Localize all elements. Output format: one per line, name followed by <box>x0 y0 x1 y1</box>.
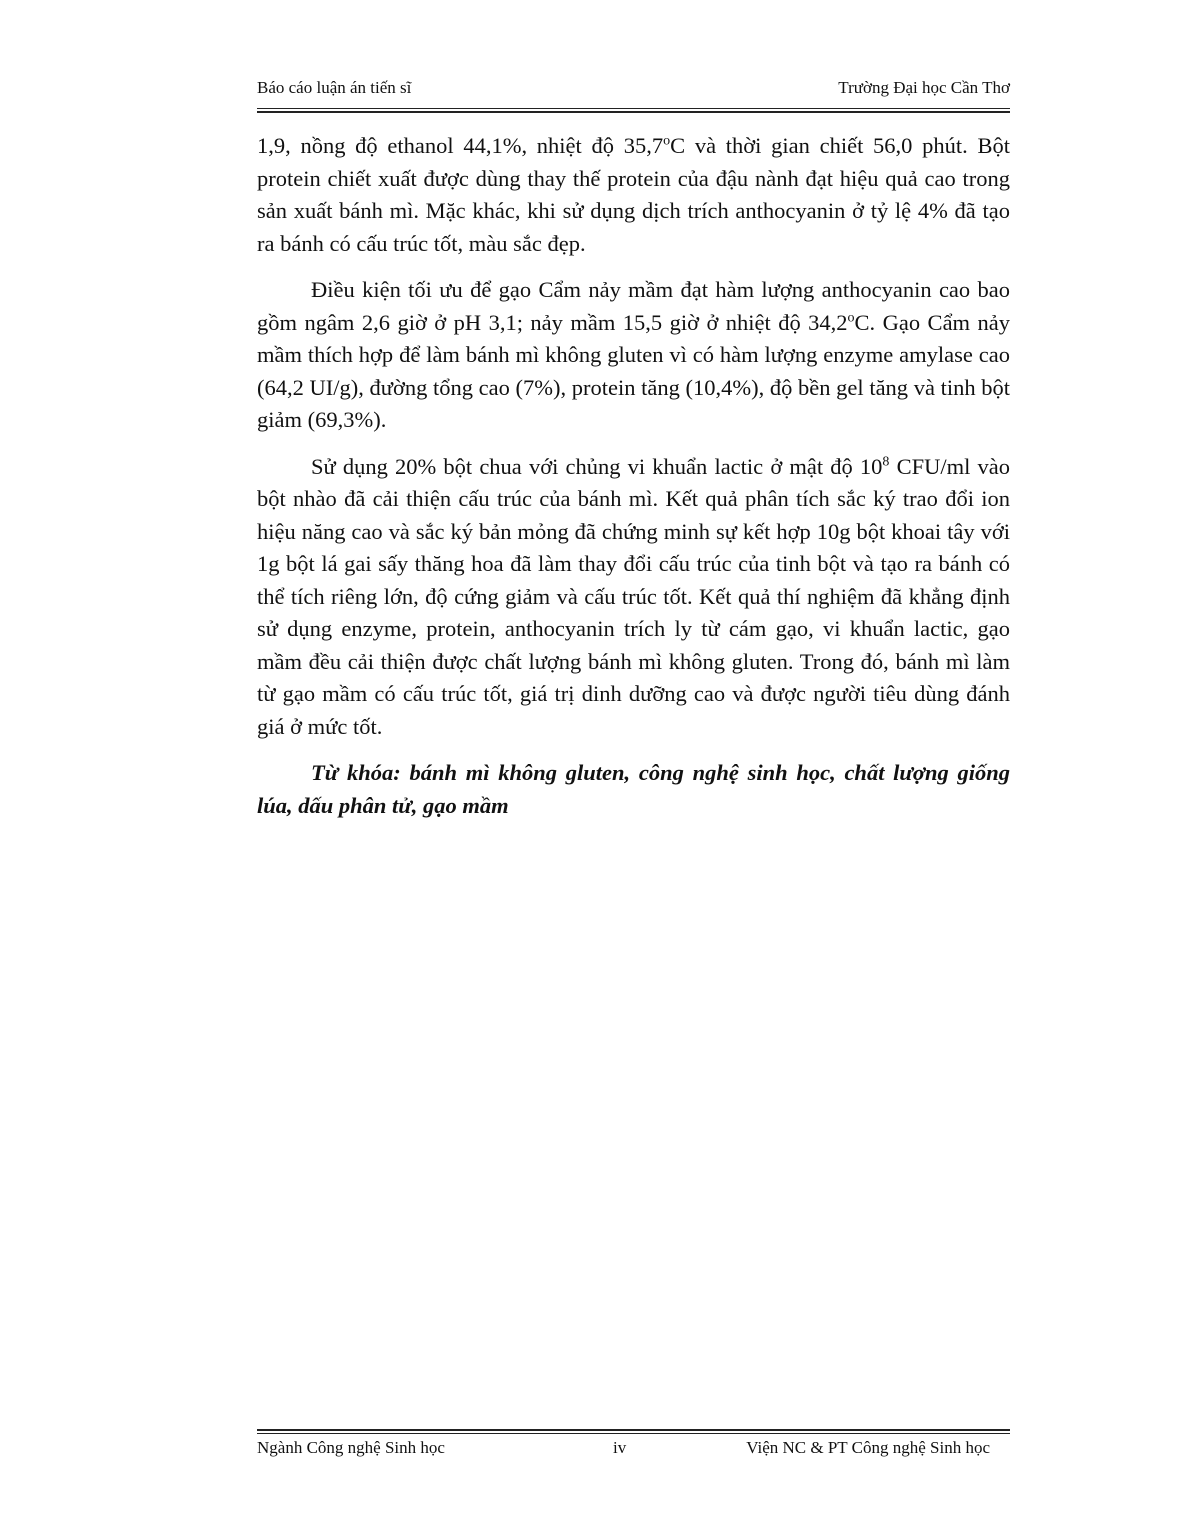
paragraph-3-text-b: CFU/ml vào bột nhào đã cải thiện cấu trúc của bánh mì. Kết quả phân tích sắc ký trao đổi ion hiệu năng cao và sắc ký bản mỏng đã chứng minh sự kết hợp 10g bột khoai tây với 1g bột lá gai sấy thăng hoa đã làm thay đổi cấu trúc của tinh bột và tạo ra bánh có thể tích riêng lớn, độ cứng giảm và cấu trúc tốt. Kết quả thí nghiệm đã khẳng định sử dụng enzyme, protein, anthocyanin trích ly từ cám gạo, vi khuẩn lactic, gạo mầm đều cải thiện được chất lượng bánh mì không gluten. Trong đó, bánh mì làm từ gạo mầm có cấu trúc tốt, giá trị dinh dưỡng cao và được người tiêu dùng đánh giá ở mức tốt. <box>257 453 1010 739</box>
degree-superscript: o <box>663 133 671 149</box>
keywords: Từ khóa: bánh mì không gluten, công nghệ sinh học, chất lượng giống lúa, dấu phân tử, gạo mầm <box>257 760 1010 818</box>
exponent-superscript: 8 <box>882 454 890 469</box>
page-header <box>257 74 1010 102</box>
paragraph-2-text-a: Điều kiện tối ưu để gạo Cẩm nảy mầm đạt hàm lượng anthocyanin cao bao gồm ngâm 2,6 giờ ở pH 3,1; nảy mầm 15,5 giờ ở nhiệt độ 34,2 <box>257 277 1010 335</box>
paragraph-3-text-a: Sử dụng 20% bột chua với chủng vi khuẩn lactic ở mật độ 10 <box>311 453 883 479</box>
page-footer <box>257 1435 1010 1461</box>
page-body <box>257 130 1010 836</box>
header-divider <box>257 108 1010 113</box>
paragraph-3 <box>257 451 1010 744</box>
paragraph-2 <box>257 274 1010 437</box>
paragraph-1 <box>257 130 1010 260</box>
footer-institute: Viện NC & PT Công nghệ Sinh học <box>746 1438 990 1457</box>
header-institution: Trường Đại học Cần Thơ <box>838 78 1010 97</box>
header-document-title: Báo cáo luận án tiến sĩ <box>257 78 412 97</box>
paragraph-1-text-a: 1,9, nồng độ ethanol 44,1%, nhiệt độ 35,7 <box>257 133 664 158</box>
paragraph-1-text-b: C và thời gian chiết 56,0 phút. Bột protein chiết xuất được dùng thay thế protein của đậu nành đạt hiệu quả cao trong sản xuất bánh mì. Mặc khác, khi sử dụng dịch trích anthocyanin ở tỷ lệ 4% đã tạo ra bánh có cấu trúc tốt, màu sắc đẹp. <box>257 133 1010 256</box>
degree-superscript: o <box>847 310 855 325</box>
paragraph-2-text-b: C. Gạo Cẩm nảy mầm thích hợp để làm bánh mì không gluten vì có hàm lượng enzyme amylase cao (64,2 UI/g), đường tổng cao (7%), protein tăng (10,4%), độ bền gel tăng và tinh bột giảm (69,3%). <box>257 309 1010 432</box>
footer-divider <box>257 1429 1010 1434</box>
page-number: iv <box>613 1438 627 1457</box>
footer-department: Ngành Công nghệ Sinh học <box>257 1438 445 1457</box>
